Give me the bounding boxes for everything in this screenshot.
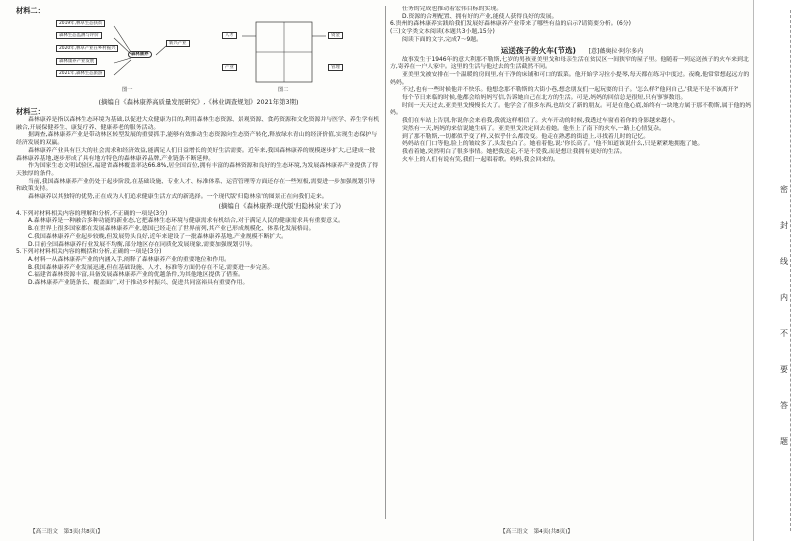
source-citation: (摘编自《森林康养:现代版'归隐林泉'来了》) bbox=[218, 201, 341, 210]
paragraph: 森林康养以其独特的优势,正在成为人们追求健康生活方式的新选择。一个现代版'归隐林泉'的图景正在向我们走来。 bbox=[28, 194, 328, 201]
diagram1-box: 2020年,林草产业在乡村振兴 bbox=[56, 45, 118, 52]
page-footer-left: 【高三语文 第3页(共8页)】 bbox=[30, 529, 104, 535]
question-option: B.我国森林康养产业发展迅速,但在基础设施、人才、标准等方面仍存在不足,需要进一步完善。 bbox=[28, 264, 274, 271]
diagram1-box: 森林康养产业发展 bbox=[56, 58, 97, 65]
story-paragraph: 时间一天天过去,亚美里戈慢慢长大了。他学会了很多东西,也结交了新的朋友。可是在他心底,始终有一块地方属于那不勒斯,属于他的妈妈。 bbox=[390, 102, 752, 117]
question-stem: 5.下列对材料相关内容的概括和分析,正确的一项是(3分) bbox=[16, 249, 162, 256]
seal-strip bbox=[753, 0, 794, 541]
question-stem: 4.下列对材料相关内容的理解和分析,不正确的一项是(3分) bbox=[16, 210, 168, 217]
paragraph: 任务的完成也推动着宏伟目标的实现。 bbox=[402, 6, 503, 12]
story-paragraph: 每个节日来临的时候,他都会给妈妈写信,告诉她自己在北方的生活。可是,妈妈的回信总是很短,只有寥寥数语。 bbox=[402, 95, 687, 102]
story-paragraph: 我看着她,突然明白了很多事情。她把我送走,不是不爱我,而是想让我拥有更好的生活。 bbox=[402, 148, 626, 155]
diagram2-box: 人才 bbox=[222, 32, 237, 39]
question-option: D.目前全国森林康养行业发展不均衡,部分地区存在同质化发展现象,需要加强规划引导。 bbox=[28, 241, 257, 248]
story-author: [意]薇奥拉·阿尔多内 bbox=[588, 47, 644, 55]
story-title-row bbox=[390, 45, 754, 57]
diagram1-box: 新兴产业 bbox=[166, 40, 190, 47]
diagram1-box: 森林生态监测与评价 bbox=[56, 32, 102, 39]
story-paragraph: 亚美里戈被安排在一个温暖的房间里,有干净的床铺和可口的饭菜。他开始学习拉小提琴,每天都在练习中度过。夜晚,他常常想起远方的妈妈。 bbox=[390, 71, 750, 86]
section-intro: 阅读下面的文字,完成7～9题。 bbox=[402, 36, 483, 43]
story-paragraph: 到了那不勒斯,一切都似乎变了样,又似乎什么都没变。他走在熟悉的街道上,寻找着儿时的记忆。 bbox=[402, 133, 650, 140]
question-option: C.我国森林康养产业起步较晚,但发展势头良好,近年来建设了一批森林康养基地,产业规模不断扩大。 bbox=[28, 233, 288, 240]
column-divider bbox=[385, 6, 386, 519]
seal-dashed-line bbox=[790, 10, 792, 531]
story-paragraph: 突然有一天,妈妈的来信说她生病了。亚美里戈决定回去看她。他坐上了南下的火车,一路上心情复杂。 bbox=[402, 125, 665, 132]
paragraph: 作为国家生态文明试验区,福建省森林覆盖率达66.8%,居全国首位,拥有丰富的森林资源和良好的生态环境,为发展森林康养产业提供了得天独厚的条件。 bbox=[16, 163, 379, 177]
seal-char: 题 bbox=[780, 437, 788, 446]
section-heading: (三)文学类文本阅读(本题共3小题,15分) bbox=[390, 29, 495, 36]
question-option: A.森林康养是一种融合多种功能的新业态,它把森林生态环境与健康需求有机结合,对于满足人民的健康需求具有重要意义。 bbox=[28, 218, 344, 225]
seal-char: 封 bbox=[780, 221, 788, 230]
diagram2-box: 产业 bbox=[222, 64, 237, 71]
question-option: C.福建省森林资源丰富,具备发展森林康养产业的优越条件,为其他地区提供了借鉴。 bbox=[28, 272, 244, 279]
seal-char: 要 bbox=[780, 365, 788, 374]
story-paragraph: 我们在车站上告别,你说你会来看我,我就这样相信了。火车开动的时候,我透过车窗看着你的身影越来越小。 bbox=[402, 118, 679, 125]
seal-char: 答 bbox=[780, 401, 788, 410]
left-column bbox=[16, 6, 381, 519]
story-paragraph: 火车上的人们有说有笑,我们一起唱着歌。妈妈,我会回来的。 bbox=[402, 156, 559, 163]
right-column bbox=[390, 6, 754, 519]
material2-label: 材料二： bbox=[16, 6, 45, 15]
material3-label: 材料三： bbox=[16, 107, 45, 116]
diagram2-box: 资金 bbox=[328, 32, 343, 39]
question-option: D.资源的合理配置、拥有好的产业,能使人获得良好的发展。 bbox=[402, 13, 558, 20]
story-paragraph: 妈妈站在门口等他,脸上的皱纹多了,头发也白了。她看着他,说:'你长高了。'他不知道该说什么,只是紧紧地拥抱了她。 bbox=[402, 141, 704, 148]
diagram-lines bbox=[16, 18, 381, 96]
seal-char: 内 bbox=[780, 293, 788, 302]
page-footer-right: 【高三语文 第4页(共8页)】 bbox=[500, 529, 574, 535]
paragraph: 当前,我国森林康养产业仍处于起步阶段,在基础设施、专业人才、标准体系、运营管理等方面还存在一些短板,需要进一步加强规划引导和政策支持。 bbox=[16, 178, 376, 193]
diagram-area bbox=[16, 18, 381, 96]
diagram1-center: 森林康养 bbox=[128, 51, 152, 58]
paragraph: 据调查,森林康养产业是带动林区转型发展的重要抓手,能够有效推动生态资源向生态资产转化,释放绿水青山的经济价值,实现生态保护与经济发展的双赢。 bbox=[16, 132, 378, 147]
diagram1-box: 2019年,林草生态扶贫 bbox=[56, 20, 105, 27]
question-option: A.材料一从森林康养产业的内涵入手,阐释了森林康养产业的重要地位和作用。 bbox=[28, 256, 231, 263]
seal-char: 密 bbox=[780, 185, 788, 194]
diagram1-caption: 图一 bbox=[122, 87, 133, 93]
diagram2-box: 管理 bbox=[328, 64, 343, 71]
paragraph: 森林康养产业具有巨大的社会需求和经济效益,能满足人们日益增长的美好生活需要。近年来,我国森林康养的规模逐步扩大,已建成一批森林康养基地,逐步形成了具有地方特色的森林康养品牌,产业链条不断延伸。 bbox=[16, 147, 376, 162]
story-paragraph: 不过,也有一些时候他并不快乐。他想念那不勒斯的大街小巷,想念朋友们一起玩耍的日子。'怎么样?'他问自己,'我是不是不该离开?' bbox=[402, 87, 739, 94]
source-citation: (摘编自《森林康养高质量发展研究》,《林业调查规划》2021年第3期) bbox=[98, 98, 299, 106]
question-stem: 6.贵州的森林康养实践给我们发展好森林康养产业带来了哪些有益的启示?请简要分析。(6分) bbox=[390, 21, 631, 28]
diagram2-caption: 图二 bbox=[278, 87, 289, 93]
paragraph: 森林康养是指以森林生态环境为基础,以促进大众健康为目的,利用森林生态资源、景观资源、食药资源和文化资源并与医学、养生学有机融合,开展保健养生、康复疗养、健康养老的服务活动。 bbox=[16, 117, 380, 131]
diagram1-box: 2021年,森林生态旅游 bbox=[56, 70, 105, 77]
question-option: B.在世界上很多国家都在发展森林康养产业,德国已经走在了世界前列,其产业已形成规模化、体系化发展格局。 bbox=[28, 226, 315, 233]
story-paragraph: 故事发生于1946年的意大利那不勒斯,七岁的男孩亚美里戈和母亲生活在贫民区一间狭窄的屋子里。他随着一列运送孩子的火车来到北方,寄养在一户人家中。这里的生活与他过去的生活截然不同。 bbox=[390, 56, 749, 71]
seal-char: 线 bbox=[780, 257, 788, 266]
question-option: D.森林康养产业链条长、覆盖面广,对于推动乡村振兴、促进共同富裕具有重要作用。 bbox=[28, 280, 249, 287]
story-title: 运送孩子的火车(节选) bbox=[500, 45, 577, 55]
seal-char: 不 bbox=[780, 329, 788, 338]
